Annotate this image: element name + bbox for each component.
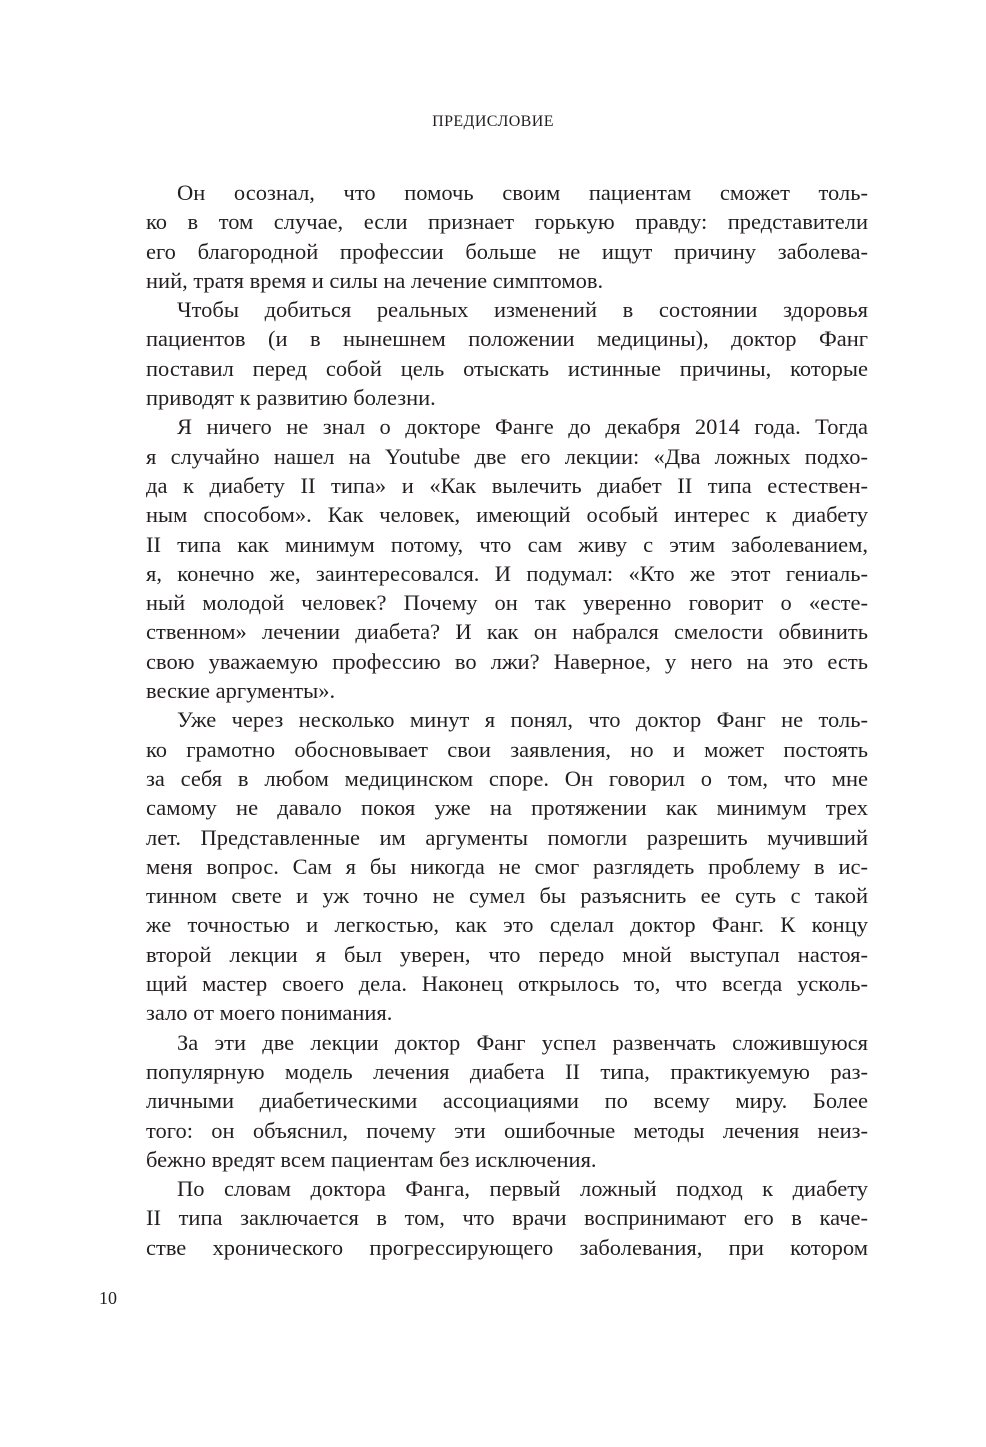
text-line: веские аргументы». — [146, 678, 336, 704]
paragraph — [146, 705, 868, 1027]
text-line: самому не давало покоя уже на протяжении как минимум трех — [146, 795, 868, 821]
text-line: За эти две лекции доктор Фанг успел развенчать сложившуюся — [177, 1029, 868, 1055]
body-text — [146, 178, 868, 1262]
text-line: По словам доктора Фанга, первый ложный подход к диабету — [177, 1176, 868, 1202]
text-line: ным способом». Как человек, имеющий особый интерес к диабету — [146, 502, 868, 528]
text-line: да к диабету II типа» и «Как вылечить диабет II типа естествен- — [146, 472, 868, 498]
text-line: бежно вредят всем пациентам без исключения. — [146, 1146, 597, 1172]
text-line: ко грамотно обосновывает свои заявления, но и может постоять — [146, 736, 868, 762]
text-line: Уже через несколько минут я понял, что доктор Фанг не толь- — [177, 707, 868, 733]
text-line: II типа как минимум потому, что сам живу с этим заболеванием, — [146, 531, 868, 557]
paragraph — [146, 295, 868, 412]
text-line: Чтобы добиться реальных изменений в состоянии здоровья — [177, 297, 868, 323]
text-line: же точностью и легкостью, как это сделал доктор Фанг. К концу — [146, 912, 868, 938]
text-line: тинном свете и уж точно не сумел бы разъяснить ее суть с такой — [146, 883, 868, 909]
paragraph — [146, 412, 868, 705]
text-line: ний, тратя время и силы на лечение симптомов. — [146, 267, 604, 293]
text-line: меня вопрос. Сам я бы никогда не смог разглядеть проблему в ис- — [146, 853, 868, 879]
text-line: того: он объяснил, почему эти ошибочные методы лечения неиз- — [146, 1117, 868, 1143]
text-line: лет. Представленные им аргументы помогли разрешить мучивший — [146, 824, 868, 850]
paragraph — [146, 1028, 868, 1174]
paragraph — [146, 178, 868, 295]
page-number: 10 — [99, 1288, 117, 1308]
text-line: пациентов (и в нынешнем положении медицины), доктор Фанг — [146, 326, 868, 352]
text-line: щий мастер своего дела. Наконец открылось то, что всегда усколь- — [146, 971, 868, 997]
text-line: за себя в любом медицинском споре. Он говорил о том, что мне — [146, 765, 868, 791]
running-head: ПРЕДИСЛОВИЕ — [432, 113, 554, 130]
text-line: личными диабетическими ассоциациями по всему миру. Более — [146, 1088, 868, 1114]
text-line: приводят к развитию болезни. — [146, 385, 436, 411]
text-line: Я ничего не знал о докторе Фанге до декабря 2014 года. Тогда — [177, 414, 868, 440]
text-line: я, конечно же, заинтересовался. И подумал: «Кто же этот гениаль- — [146, 560, 868, 586]
text-line: ный молодой человек? Почему он так уверенно говорит о «есте- — [146, 590, 868, 616]
text-line: зало от моего понимания. — [146, 1000, 393, 1026]
text-line: стве хронического прогрессирующего заболевания, при котором — [146, 1234, 868, 1260]
text-line: второй лекции я был уверен, что передо мной выступал настоя- — [146, 941, 868, 967]
text-line: поставил перед собой цель отыскать истинные причины, которые — [146, 355, 868, 381]
text-line: популярную модель лечения диабета II типа, практикуемую раз- — [146, 1058, 868, 1084]
text-line: свою уважаемую профессию во лжи? Наверное, у него на это есть — [146, 648, 868, 674]
text-line: ственном» лечении диабета? И как он набрался смелости обвинить — [146, 619, 868, 645]
text-line: Он осознал, что помочь своим пациентам сможет толь- — [177, 180, 868, 205]
text-line: его благородной профессии больше не ищут причину заболева- — [146, 238, 868, 264]
text-line: II типа заключается в том, что врачи воспринимают его в каче- — [146, 1205, 868, 1231]
text-line: я случайно нашел на Youtube две его лекции: «Два ложных подхо- — [146, 443, 868, 469]
paragraph — [146, 1174, 868, 1262]
text-line: ко в том случае, если признает горькую правду: представители — [146, 209, 868, 235]
